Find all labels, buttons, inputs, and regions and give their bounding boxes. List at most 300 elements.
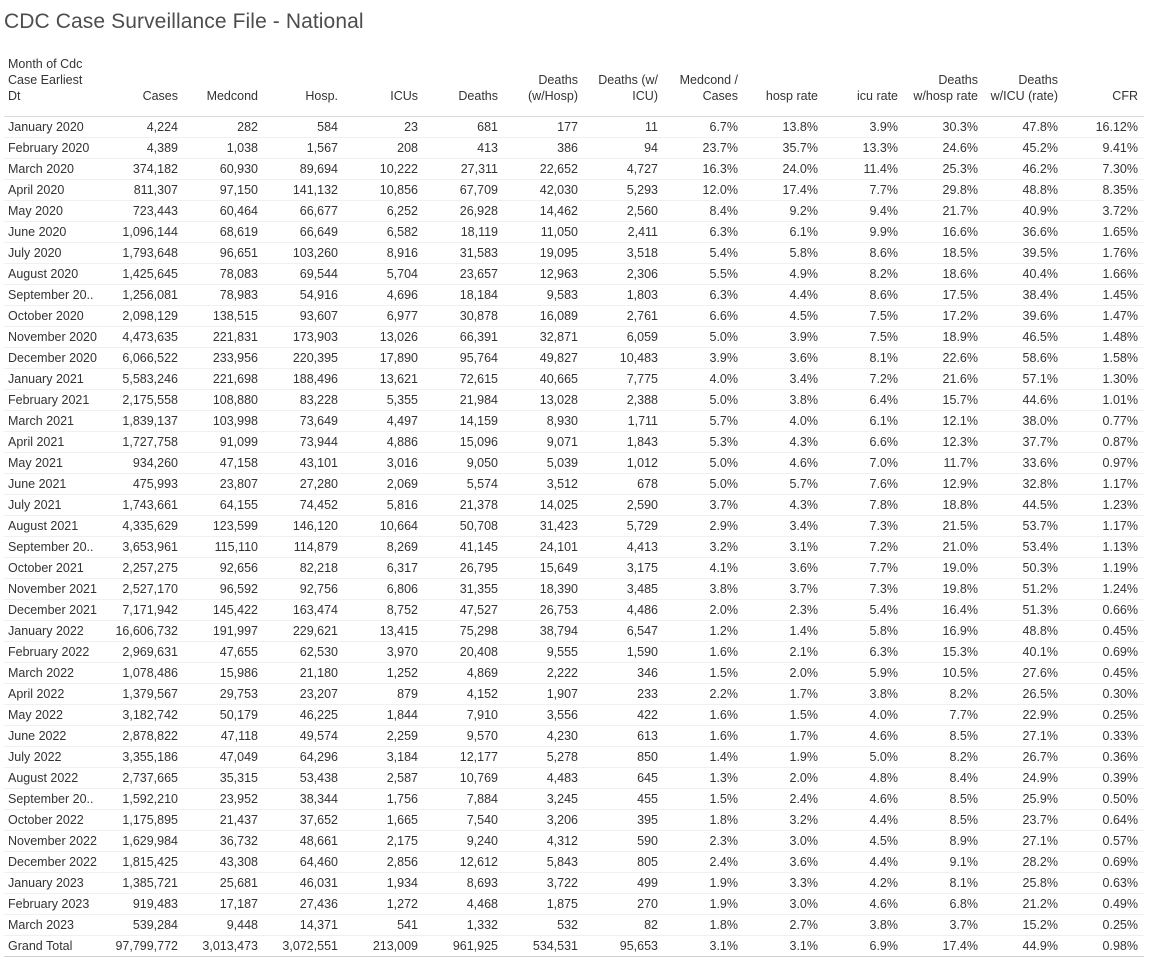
table-cell: 4.3%	[744, 495, 824, 516]
table-cell: 1.45%	[1064, 285, 1144, 306]
table-cell: 16.6%	[904, 222, 984, 243]
row-label: June 2021	[4, 474, 104, 495]
table-row	[4, 894, 1144, 915]
column-header[interactable]	[584, 56, 664, 117]
table-cell: 82	[584, 915, 664, 936]
table-cell: 2,259	[344, 726, 424, 747]
table-cell: 23.7%	[664, 138, 744, 159]
column-header-label: Medcond /	[679, 73, 738, 87]
table-cell: 5.4%	[664, 243, 744, 264]
table-cell: 16,606,732	[104, 621, 184, 642]
table-cell: 191,997	[184, 621, 264, 642]
table-cell: 4,312	[504, 831, 584, 852]
table-cell: 8.5%	[904, 726, 984, 747]
table-cell: 1.5%	[744, 705, 824, 726]
table-cell: 1,175,895	[104, 810, 184, 831]
table-cell: 53.4%	[984, 537, 1064, 558]
table-cell: 0.57%	[1064, 831, 1144, 852]
table-cell: 95,764	[424, 348, 504, 369]
table-cell: 18.5%	[904, 243, 984, 264]
table-cell: 25.9%	[984, 789, 1064, 810]
table-cell: 1.30%	[1064, 369, 1144, 390]
table-cell: 8.2%	[904, 684, 984, 705]
table-cell: 1.47%	[1064, 306, 1144, 327]
table-cell: 14,025	[504, 495, 584, 516]
table-cell: 44.6%	[984, 390, 1064, 411]
table-cell: 1,592,210	[104, 789, 184, 810]
table-cell: 2.0%	[744, 768, 824, 789]
table-cell: 3.9%	[824, 117, 904, 138]
table-cell: 6,059	[584, 327, 664, 348]
row-label: November 2022	[4, 831, 104, 852]
table-cell: 2.0%	[744, 663, 824, 684]
row-label: May 2021	[4, 453, 104, 474]
column-header[interactable]	[184, 56, 264, 117]
row-label: July 2022	[4, 747, 104, 768]
table-cell: 3.7%	[904, 915, 984, 936]
table-cell: 13.3%	[824, 138, 904, 159]
table-cell: 3.3%	[744, 873, 824, 894]
table-cell: 23.7%	[984, 810, 1064, 831]
table-cell: 1,793,648	[104, 243, 184, 264]
table-cell: 78,983	[184, 285, 264, 306]
table-cell: 26,753	[504, 600, 584, 621]
table-cell: 44.5%	[984, 495, 1064, 516]
table-cell: 2.3%	[744, 600, 824, 621]
table-cell: 0.36%	[1064, 747, 1144, 768]
table-cell: 0.69%	[1064, 852, 1144, 873]
table-cell: 270	[584, 894, 664, 915]
table-cell: 66,649	[264, 222, 344, 243]
row-label: December 2022	[4, 852, 104, 873]
table-cell: 16.4%	[904, 600, 984, 621]
table-cell: 5,729	[584, 516, 664, 537]
table-cell: 12.3%	[904, 432, 984, 453]
row-label: December 2021	[4, 600, 104, 621]
table-cell: 38,344	[264, 789, 344, 810]
table-cell: 47,655	[184, 642, 264, 663]
table-cell: 47,049	[184, 747, 264, 768]
table-cell: 413	[424, 138, 504, 159]
table-cell: 8,916	[344, 243, 424, 264]
table-cell: 1.8%	[664, 810, 744, 831]
table-cell: 2,856	[344, 852, 424, 873]
table-cell: 4.4%	[824, 810, 904, 831]
table-cell: 12.0%	[664, 180, 744, 201]
table-cell: 2,175	[344, 831, 424, 852]
table-cell: 3,485	[584, 579, 664, 600]
table-cell: 25,681	[184, 873, 264, 894]
table-cell: 11.7%	[904, 453, 984, 474]
row-label: October 2021	[4, 558, 104, 579]
table-cell: 68,619	[184, 222, 264, 243]
table-cell: 15,986	[184, 663, 264, 684]
table-cell: 44.9%	[984, 936, 1064, 957]
column-header-label: ICUs	[390, 89, 418, 103]
table-cell: 3,206	[504, 810, 584, 831]
table-row	[4, 369, 1144, 390]
table-cell: 11,050	[504, 222, 584, 243]
table-cell: 2,969,631	[104, 642, 184, 663]
table-cell: 6,582	[344, 222, 424, 243]
table-cell: 5,704	[344, 264, 424, 285]
table-cell: 37.7%	[984, 432, 1064, 453]
table-cell: 961,925	[424, 936, 504, 957]
table-cell: 5,293	[584, 180, 664, 201]
row-label: September 20..	[4, 789, 104, 810]
table-cell: 1.66%	[1064, 264, 1144, 285]
surveillance-table-wrap	[4, 56, 1140, 957]
table-cell: 31,355	[424, 579, 504, 600]
table-cell: 53.7%	[984, 516, 1064, 537]
table-cell: 4.9%	[744, 264, 824, 285]
table-cell: 3,013,473	[184, 936, 264, 957]
table-cell: 12,963	[504, 264, 584, 285]
column-header[interactable]	[904, 56, 984, 117]
table-cell: 7.7%	[824, 180, 904, 201]
column-header-label: Deaths	[1018, 73, 1058, 87]
table-cell: 7.5%	[824, 306, 904, 327]
table-cell: 4.8%	[824, 768, 904, 789]
table-cell: 93,607	[264, 306, 344, 327]
table-row	[4, 726, 1144, 747]
row-label: August 2022	[4, 768, 104, 789]
table-cell: 1,012	[584, 453, 664, 474]
table-cell: 919,483	[104, 894, 184, 915]
table-cell: 45.2%	[984, 138, 1064, 159]
table-cell: 1,256,081	[104, 285, 184, 306]
table-cell: 681	[424, 117, 504, 138]
table-cell: 1,934	[344, 873, 424, 894]
table-cell: 3.72%	[1064, 201, 1144, 222]
table-cell: 0.63%	[1064, 873, 1144, 894]
table-cell: 51.3%	[984, 600, 1064, 621]
table-cell: 229,621	[264, 621, 344, 642]
table-cell: 4.3%	[744, 432, 824, 453]
table-cell: 3,970	[344, 642, 424, 663]
table-cell: 5.8%	[744, 243, 824, 264]
table-cell: 1.2%	[664, 621, 744, 642]
table-cell: 534,531	[504, 936, 584, 957]
table-row	[4, 768, 1144, 789]
table-cell: 18,184	[424, 285, 504, 306]
table-row	[4, 180, 1144, 201]
table-cell: 1,567	[264, 138, 344, 159]
table-cell: 30.3%	[904, 117, 984, 138]
table-cell: 0.50%	[1064, 789, 1144, 810]
table-cell: 3.8%	[824, 915, 904, 936]
table-cell: 1,385,721	[104, 873, 184, 894]
table-cell: 8.5%	[904, 810, 984, 831]
table-cell: 15.7%	[904, 390, 984, 411]
table-cell: 35,315	[184, 768, 264, 789]
table-cell: 20,408	[424, 642, 504, 663]
surveillance-table	[4, 56, 1144, 957]
table-row	[4, 684, 1144, 705]
table-cell: 1,629,984	[104, 831, 184, 852]
table-cell: 23,807	[184, 474, 264, 495]
table-cell: 8.1%	[824, 348, 904, 369]
table-cell: 1.9%	[664, 873, 744, 894]
table-cell: 0.45%	[1064, 663, 1144, 684]
table-cell: 4,497	[344, 411, 424, 432]
row-label: April 2022	[4, 684, 104, 705]
table-cell: 74,452	[264, 495, 344, 516]
table-cell: 54,916	[264, 285, 344, 306]
table-cell: 8.4%	[904, 768, 984, 789]
table-cell: 7.5%	[824, 327, 904, 348]
table-cell: 33.6%	[984, 453, 1064, 474]
table-cell: 0.25%	[1064, 915, 1144, 936]
table-cell: 22,652	[504, 159, 584, 180]
table-cell: 1.17%	[1064, 474, 1144, 495]
table-cell: 7.7%	[904, 705, 984, 726]
row-label: September 20..	[4, 537, 104, 558]
table-cell: 5.0%	[664, 327, 744, 348]
table-cell: 1,252	[344, 663, 424, 684]
table-cell: 14,371	[264, 915, 344, 936]
table-cell: 36,732	[184, 831, 264, 852]
table-cell: 3.0%	[744, 894, 824, 915]
table-cell: 32,871	[504, 327, 584, 348]
table-row	[4, 264, 1144, 285]
table-cell: 1.17%	[1064, 516, 1144, 537]
table-cell: 28.2%	[984, 852, 1064, 873]
table-cell: 0.97%	[1064, 453, 1144, 474]
table-cell: 17,890	[344, 348, 424, 369]
column-header[interactable]	[1064, 56, 1144, 117]
table-cell: 1.6%	[664, 726, 744, 747]
table-cell: 2,527,170	[104, 579, 184, 600]
table-cell: 7,775	[584, 369, 664, 390]
table-cell: 26.7%	[984, 747, 1064, 768]
table-cell: 43,308	[184, 852, 264, 873]
table-cell: 4,413	[584, 537, 664, 558]
table-cell: 1,078,486	[104, 663, 184, 684]
row-label: February 2023	[4, 894, 104, 915]
table-cell: 123,599	[184, 516, 264, 537]
table-row	[4, 222, 1144, 243]
table-cell: 10,483	[584, 348, 664, 369]
table-cell: 6.3%	[664, 285, 744, 306]
table-cell: 0.64%	[1064, 810, 1144, 831]
column-header[interactable]	[664, 56, 744, 117]
table-cell: 1.58%	[1064, 348, 1144, 369]
table-cell: 4.6%	[744, 453, 824, 474]
column-header[interactable]	[984, 56, 1064, 117]
table-cell: 5.4%	[824, 600, 904, 621]
table-cell: 40.9%	[984, 201, 1064, 222]
table-cell: 108,880	[184, 390, 264, 411]
table-cell: 499	[584, 873, 664, 894]
table-row	[4, 306, 1144, 327]
table-cell: 1,844	[344, 705, 424, 726]
column-header[interactable]	[424, 56, 504, 117]
table-cell: 18.8%	[904, 495, 984, 516]
table-cell: 2,388	[584, 390, 664, 411]
row-label: August 2021	[4, 516, 104, 537]
column-header[interactable]	[104, 56, 184, 117]
table-cell: 1.48%	[1064, 327, 1144, 348]
table-cell: 73,649	[264, 411, 344, 432]
table-cell: 4.0%	[744, 411, 824, 432]
row-label: February 2021	[4, 390, 104, 411]
table-cell: 12.9%	[904, 474, 984, 495]
table-cell: 8.2%	[824, 264, 904, 285]
table-cell: 0.39%	[1064, 768, 1144, 789]
table-cell: 27,311	[424, 159, 504, 180]
table-cell: 6.6%	[664, 306, 744, 327]
table-cell: 1,590	[584, 642, 664, 663]
table-cell: 374,182	[104, 159, 184, 180]
table-cell: 18.6%	[904, 264, 984, 285]
table-cell: 3,653,961	[104, 537, 184, 558]
table-cell: 613	[584, 726, 664, 747]
table-cell: 1.13%	[1064, 537, 1144, 558]
table-cell: 30,878	[424, 306, 504, 327]
table-cell: 678	[584, 474, 664, 495]
table-cell: 24.6%	[904, 138, 984, 159]
table-cell: 6,977	[344, 306, 424, 327]
table-cell: 23,207	[264, 684, 344, 705]
table-cell: 6.1%	[824, 411, 904, 432]
table-cell: 539,284	[104, 915, 184, 936]
table-cell: 49,574	[264, 726, 344, 747]
table-row	[4, 411, 1144, 432]
table-cell: 89,694	[264, 159, 344, 180]
table-cell: 21.0%	[904, 537, 984, 558]
table-cell: 6.3%	[664, 222, 744, 243]
table-cell: 6,547	[584, 621, 664, 642]
table-row	[4, 201, 1144, 222]
table-cell: 934,260	[104, 453, 184, 474]
table-cell: 1.3%	[664, 768, 744, 789]
table-cell: 27.1%	[984, 831, 1064, 852]
table-cell: 145,422	[184, 600, 264, 621]
table-cell: 17.4%	[744, 180, 824, 201]
table-cell: 16.12%	[1064, 117, 1144, 138]
column-header-label: Cases	[702, 89, 738, 103]
column-header[interactable]	[504, 56, 584, 117]
table-cell: 6,066,522	[104, 348, 184, 369]
table-cell: 27.1%	[984, 726, 1064, 747]
table-cell: 13,621	[344, 369, 424, 390]
row-label: October 2022	[4, 810, 104, 831]
table-cell: 3,722	[504, 873, 584, 894]
table-cell: 7.3%	[824, 579, 904, 600]
table-cell: 15,096	[424, 432, 504, 453]
table-cell: 37,652	[264, 810, 344, 831]
table-cell: 2,257,275	[104, 558, 184, 579]
table-cell: 1,038	[184, 138, 264, 159]
table-cell: 8.1%	[904, 873, 984, 894]
table-cell: 6.8%	[904, 894, 984, 915]
row-label: March 2022	[4, 663, 104, 684]
table-cell: 2,560	[584, 201, 664, 222]
table-cell: 1.6%	[664, 705, 744, 726]
row-label: July 2021	[4, 495, 104, 516]
table-cell: 17.2%	[904, 306, 984, 327]
column-header[interactable]	[824, 56, 904, 117]
table-cell: 590	[584, 831, 664, 852]
table-cell: 14,159	[424, 411, 504, 432]
table-cell: 7.8%	[824, 495, 904, 516]
row-label: January 2023	[4, 873, 104, 894]
table-cell: 16.9%	[904, 621, 984, 642]
table-cell: 17.5%	[904, 285, 984, 306]
table-cell: 48.8%	[984, 180, 1064, 201]
table-cell: 13,026	[344, 327, 424, 348]
table-cell: 2,222	[504, 663, 584, 684]
table-cell: 541	[344, 915, 424, 936]
table-cell: 220,395	[264, 348, 344, 369]
table-cell: 173,903	[264, 327, 344, 348]
table-cell: 422	[584, 705, 664, 726]
table-row	[4, 327, 1144, 348]
table-cell: 21.6%	[904, 369, 984, 390]
table-cell: 47,118	[184, 726, 264, 747]
table-cell: 3,175	[584, 558, 664, 579]
table-cell: 26.5%	[984, 684, 1064, 705]
column-header-label: Hosp.	[305, 89, 338, 103]
table-cell: 15.3%	[904, 642, 984, 663]
table-cell: 0.25%	[1064, 705, 1144, 726]
table-cell: 5,355	[344, 390, 424, 411]
table-row	[4, 348, 1144, 369]
table-cell: 0.98%	[1064, 936, 1144, 957]
column-header[interactable]	[4, 56, 104, 117]
table-cell: 1.4%	[744, 621, 824, 642]
table-cell: 188,496	[264, 369, 344, 390]
table-cell: 21,984	[424, 390, 504, 411]
table-cell: 4,696	[344, 285, 424, 306]
table-cell: 9,448	[184, 915, 264, 936]
table-cell: 2,590	[584, 495, 664, 516]
table-cell: 95,653	[584, 936, 664, 957]
table-cell: 13,415	[344, 621, 424, 642]
column-header[interactable]	[264, 56, 344, 117]
table-cell: 5,039	[504, 453, 584, 474]
column-header-label: icu rate	[857, 89, 898, 103]
table-cell: 2.4%	[744, 789, 824, 810]
table-cell: 532	[504, 915, 584, 936]
table-cell: 6,806	[344, 579, 424, 600]
table-cell: 10,769	[424, 768, 504, 789]
column-header[interactable]	[744, 56, 824, 117]
table-cell: 213,009	[344, 936, 424, 957]
table-cell: 2.7%	[744, 915, 824, 936]
grand-total-row	[4, 936, 1144, 957]
column-header[interactable]	[344, 56, 424, 117]
table-cell: 1,665	[344, 810, 424, 831]
table-cell: 8.6%	[824, 243, 904, 264]
table-cell: 879	[344, 684, 424, 705]
table-cell: 1.9%	[744, 747, 824, 768]
row-label: April 2020	[4, 180, 104, 201]
table-cell: 42,030	[504, 180, 584, 201]
table-cell: 6.6%	[824, 432, 904, 453]
table-cell: 4,727	[584, 159, 664, 180]
table-cell: 7.3%	[824, 516, 904, 537]
table-cell: 3.2%	[744, 810, 824, 831]
table-cell: 3.1%	[744, 537, 824, 558]
table-cell: 17,187	[184, 894, 264, 915]
column-header-label: CFR	[1112, 89, 1138, 103]
table-cell: 18,390	[504, 579, 584, 600]
table-cell: 9,583	[504, 285, 584, 306]
table-cell: 3.7%	[664, 495, 744, 516]
column-header-label: Deaths	[538, 73, 578, 87]
